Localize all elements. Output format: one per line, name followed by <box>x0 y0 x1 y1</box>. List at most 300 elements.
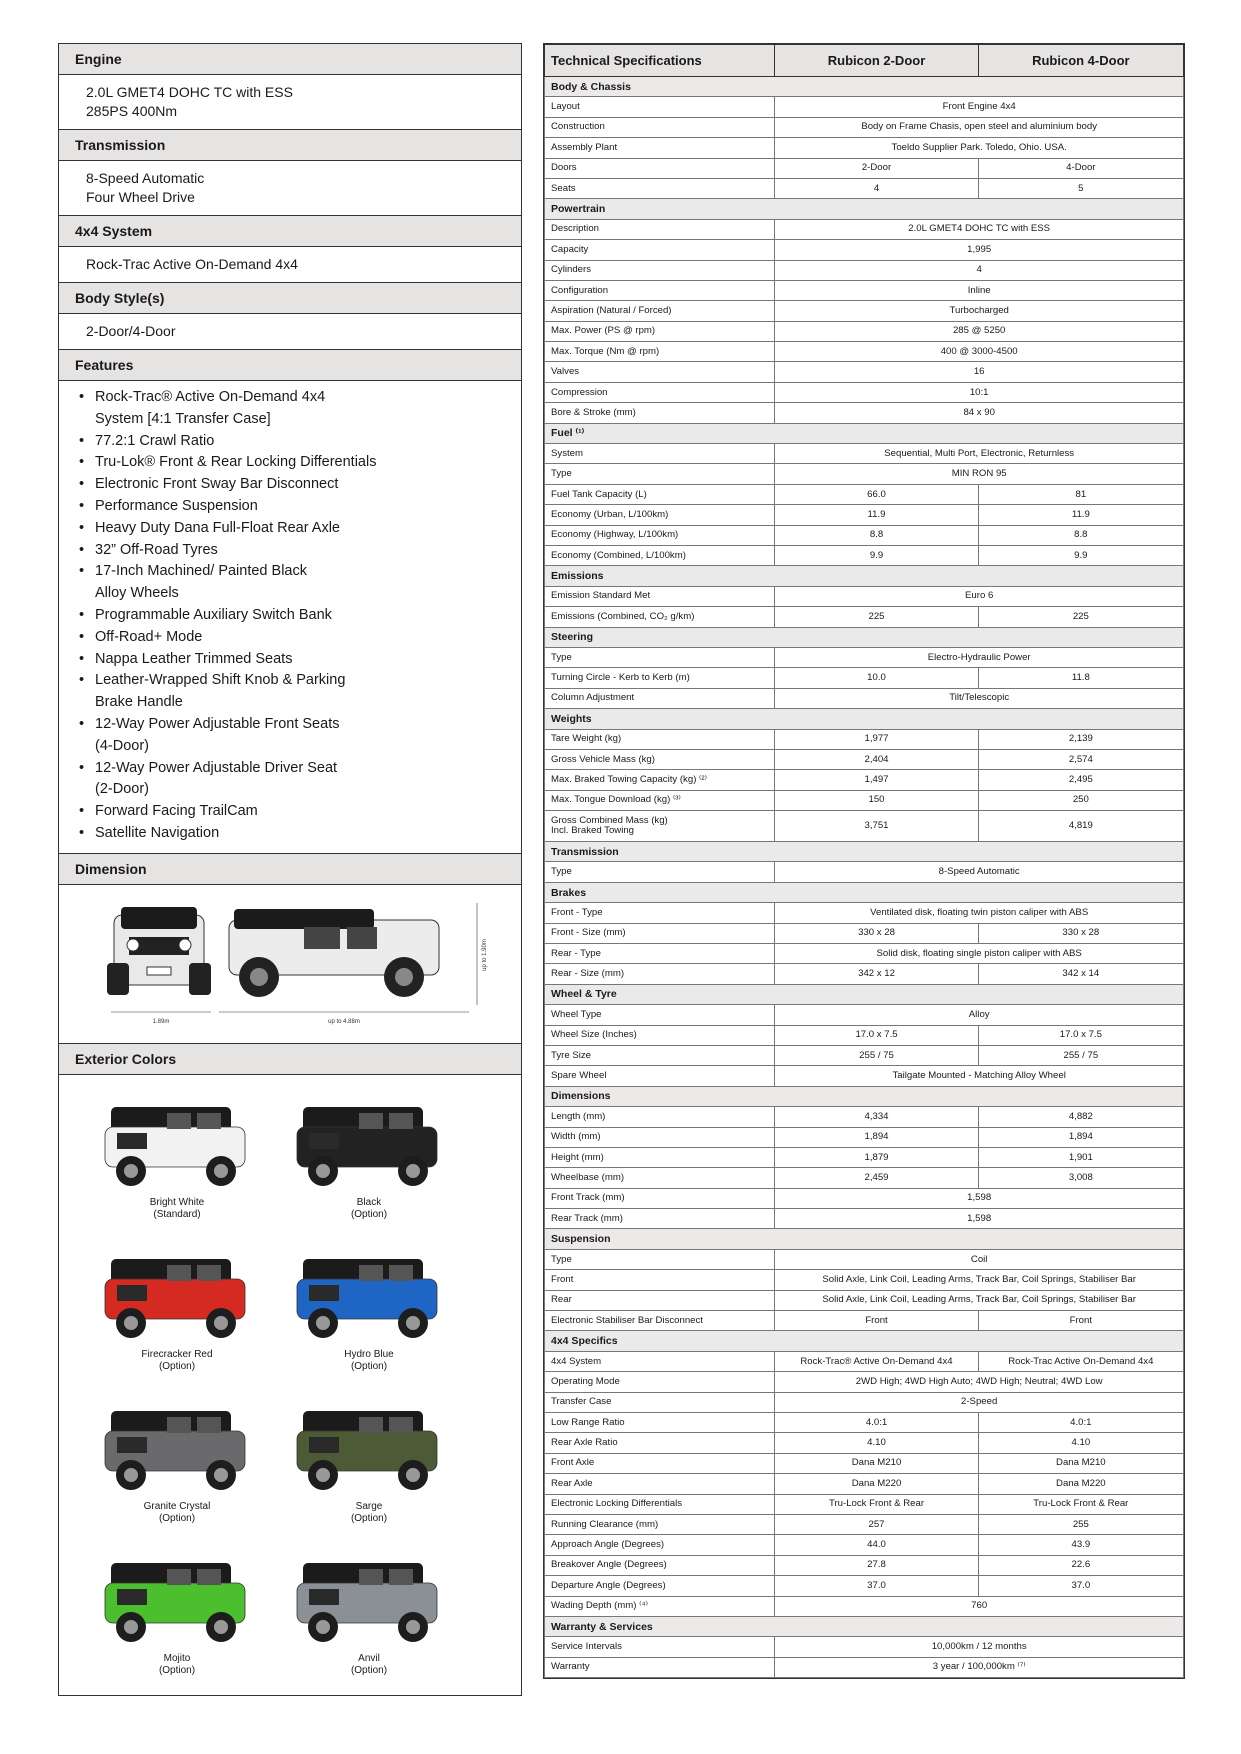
spec-section-title: Suspension <box>545 1229 1184 1249</box>
body-style-heading: Body Style(s) <box>59 282 521 314</box>
spec-row <box>545 1474 1184 1494</box>
spec-section-title: Warranty & Services <box>545 1616 1184 1636</box>
spec-row <box>545 647 1184 667</box>
spec-section-title: Emissions <box>545 566 1184 586</box>
spec-row <box>545 1311 1184 1331</box>
spec-row <box>545 586 1184 606</box>
spec-label: 4x4 System <box>545 1351 775 1371</box>
spec-row <box>545 729 1184 749</box>
feature-item <box>79 518 511 540</box>
jeep-side-view-image <box>229 909 439 997</box>
jeep-swatch-image <box>97 1553 257 1648</box>
spec-label: Wheel Size (Inches) <box>545 1025 775 1045</box>
feature-text: • Performance Suspension <box>95 497 258 514</box>
spec-row <box>545 1576 1184 1596</box>
spec-label: Doors <box>545 158 775 178</box>
spec-label: Rear Axle Ratio <box>545 1433 775 1453</box>
spec-section-title: Brakes <box>545 882 1184 902</box>
spec-value-shared: 2WD High; 4WD High Auto; 4WD High; Neutral; 4WD Low <box>775 1372 1184 1392</box>
spec-label: Operating Mode <box>545 1372 775 1392</box>
spec-label: Electronic Locking Differentials <box>545 1494 775 1514</box>
feature-text: • Forward Facing TrailCam <box>95 803 258 820</box>
dimension-length-label: up to 4.88m <box>328 1018 360 1025</box>
spec-row <box>545 525 1184 545</box>
spec-value-2door: Tru-Lock Front & Rear <box>775 1494 978 1514</box>
feature-item <box>79 540 511 562</box>
spec-row <box>545 1494 1184 1514</box>
spec-label: Layout <box>545 97 775 117</box>
spec-label: Rear - Size (mm) <box>545 964 775 984</box>
dimension-heading: Dimension <box>59 853 521 885</box>
spec-row <box>545 464 1184 484</box>
spec-value-shared: 3 year / 100,000km ⁽⁷⁾ <box>775 1657 1184 1677</box>
spec-label: Front <box>545 1270 775 1290</box>
exterior-colors-heading: Exterior Colors <box>59 1043 521 1075</box>
spec-row <box>545 923 1184 943</box>
spec-row <box>545 607 1184 627</box>
spec-value-2door: 3,751 <box>775 811 978 842</box>
spec-label: Economy (Urban, L/100km) <box>545 505 775 525</box>
color-caption <box>102 1197 252 1221</box>
spec-value-4door: 8.8 <box>978 525 1183 545</box>
spec-label: Spare Wheel <box>545 1066 775 1086</box>
spec-value-4door: 2,495 <box>978 770 1183 790</box>
spec-value-4door: 22.6 <box>978 1555 1183 1575</box>
spec-row <box>545 1535 1184 1555</box>
spec-header-row <box>545 45 1184 77</box>
color-option-note: (Option) <box>350 1664 388 1676</box>
spec-value-2door: 4 <box>775 178 978 198</box>
spec-label: Bore & Stroke (mm) <box>545 403 775 423</box>
color-name: Hydro Blue <box>344 1348 394 1360</box>
spec-value-2door: 10.0 <box>775 668 978 688</box>
spec-label: Type <box>545 464 775 484</box>
color-caption <box>102 1501 252 1525</box>
spec-label: Front - Type <box>545 903 775 923</box>
feature-item <box>79 561 511 605</box>
spec-value-2door: 342 x 12 <box>775 964 978 984</box>
spec-label: Low Range Ratio <box>545 1413 775 1433</box>
engine-line: 285PS 400Nm <box>86 103 178 119</box>
spec-label: Configuration <box>545 280 775 300</box>
spec-row <box>545 944 1184 964</box>
spec-section-row <box>545 423 1184 443</box>
spec-value-4door: 17.0 x 7.5 <box>978 1025 1183 1045</box>
spec-label: Rear - Type <box>545 944 775 964</box>
color-caption <box>294 1653 444 1677</box>
spec-value-2door: 8.8 <box>775 525 978 545</box>
spec-value-shared: 2-Speed <box>775 1392 1184 1412</box>
spec-label: Tyre Size <box>545 1045 775 1065</box>
spec-label: Construction <box>545 117 775 137</box>
spec-row <box>545 545 1184 565</box>
spec-value-2door: 4.10 <box>775 1433 978 1453</box>
spec-row <box>545 178 1184 198</box>
spec-value-4door: 255 / 75 <box>978 1045 1183 1065</box>
feature-text: • Satellite Navigation <box>95 824 220 841</box>
spec-label: Front - Size (mm) <box>545 923 775 943</box>
spec-row <box>545 117 1184 137</box>
spec-section-title: Weights <box>545 709 1184 729</box>
feature-item <box>79 801 511 823</box>
spec-value-4door: 342 x 14 <box>978 964 1183 984</box>
spec-row <box>545 1127 1184 1147</box>
spec-value-4door: 81 <box>978 484 1183 504</box>
spec-value-2door: 4.0:1 <box>775 1413 978 1433</box>
feature-item <box>79 627 511 649</box>
spec-label: System <box>545 444 775 464</box>
spec-value-4door: 4.0:1 <box>978 1413 1183 1433</box>
spec-row <box>545 1637 1184 1657</box>
spec-label: Type <box>545 862 775 882</box>
spec-value-2door: 9.9 <box>775 545 978 565</box>
feature-item <box>79 474 511 496</box>
color-option-note: (Option) <box>158 1664 196 1676</box>
spec-section-row <box>545 566 1184 586</box>
spec-row <box>545 1555 1184 1575</box>
features-list <box>69 387 511 845</box>
color-option-note: (Option) <box>350 1208 388 1220</box>
feature-text: System [4:1 Transfer Case] <box>95 410 271 427</box>
transmission-body <box>59 161 521 215</box>
spec-header-label: Technical Specifications <box>545 45 775 77</box>
feature-text: • Electronic Front Sway Bar Disconnect <box>95 476 339 493</box>
feature-item <box>79 670 511 714</box>
engine-body <box>59 75 521 129</box>
spec-row <box>545 1392 1184 1412</box>
feature-item <box>79 758 511 802</box>
spec-value-2door: 2-Door <box>775 158 978 178</box>
spec-value-shared: Inline <box>775 280 1184 300</box>
spec-value-2door: 257 <box>775 1514 978 1534</box>
spec-label <box>545 811 775 842</box>
feature-text: • Leather-Wrapped Shift Knob & Parking <box>95 672 346 689</box>
spec-row <box>545 444 1184 464</box>
spec-label: Front Axle <box>545 1453 775 1473</box>
spec-section-title: Powertrain <box>545 199 1184 219</box>
jeep-swatch-image <box>289 1401 449 1496</box>
spec-value-shared: 4 <box>775 260 1184 280</box>
feature-text: • 32” Off-Road Tyres <box>95 541 218 558</box>
spec-row <box>545 301 1184 321</box>
feature-text: • Nappa Leather Trimmed Seats <box>95 650 293 667</box>
spec-row <box>545 158 1184 178</box>
spec-value-4door: 11.8 <box>978 668 1183 688</box>
spec-label: Wheel Type <box>545 1005 775 1025</box>
spec-value-4door: 4,819 <box>978 811 1183 842</box>
spec-row <box>545 1188 1184 1208</box>
spec-label: Fuel Tank Capacity (L) <box>545 484 775 504</box>
spec-value-4door: Dana M220 <box>978 1474 1183 1494</box>
color-name: Anvil <box>358 1652 380 1664</box>
spec-header-2door: Rubicon 2-Door <box>775 45 978 77</box>
spec-value-2door: 225 <box>775 607 978 627</box>
spec-row <box>545 1025 1184 1045</box>
color-caption <box>102 1653 252 1677</box>
feature-item <box>79 431 511 453</box>
color-option-note: (Option) <box>158 1512 196 1524</box>
spec-value-2door: Rock-Trac® Active On-Demand 4x4 <box>775 1351 978 1371</box>
feature-text: (4-Door) <box>95 737 149 754</box>
spec-label: Warranty <box>545 1657 775 1677</box>
spec-label: Front Track (mm) <box>545 1188 775 1208</box>
spec-value-shared: Body on Frame Chasis, open steel and aluminium body <box>775 117 1184 137</box>
spec-row <box>545 862 1184 882</box>
spec-value-shared: Electro-Hydraulic Power <box>775 647 1184 667</box>
spec-value-shared: Solid Axle, Link Coil, Leading Arms, Track Bar, Coil Springs, Stabiliser Bar <box>775 1270 1184 1290</box>
spec-value-2door: 255 / 75 <box>775 1045 978 1065</box>
spec-value-4door: 4.10 <box>978 1433 1183 1453</box>
spec-section-row <box>545 842 1184 862</box>
feature-text: Alloy Wheels <box>95 585 179 602</box>
spec-row <box>545 964 1184 984</box>
exterior-colors-grid <box>59 1075 521 1695</box>
spec-value-shared: Tailgate Mounted - Matching Alloy Wheel <box>775 1066 1184 1086</box>
spec-value-4door: 5 <box>978 178 1183 198</box>
color-caption <box>294 1501 444 1525</box>
spec-label: Approach Angle (Degrees) <box>545 1535 775 1555</box>
spec-row <box>545 97 1184 117</box>
spec-label: Electronic Stabiliser Bar Disconnect <box>545 1311 775 1331</box>
color-caption <box>294 1349 444 1373</box>
spec-row <box>545 811 1184 842</box>
jeep-swatch-image <box>289 1249 449 1344</box>
spec-label: Capacity <box>545 240 775 260</box>
spec-label: Economy (Combined, L/100km) <box>545 545 775 565</box>
spec-value-4door: 330 x 28 <box>978 923 1183 943</box>
spec-label: Type <box>545 1249 775 1269</box>
spec-row <box>545 505 1184 525</box>
spec-value-shared: Toeldo Supplier Park. Toledo, Ohio. USA. <box>775 138 1184 158</box>
spec-value-2door: Front <box>775 1311 978 1331</box>
spec-label: Economy (Highway, L/100km) <box>545 525 775 545</box>
spec-section-row <box>545 882 1184 902</box>
spec-row <box>545 1657 1184 1677</box>
spec-value-2door: 150 <box>775 790 978 810</box>
spec-label: Transfer Case <box>545 1392 775 1412</box>
spec-value-4door: 3,008 <box>978 1168 1183 1188</box>
engine-line: 2.0L GMET4 DOHC TC with ESS <box>86 84 293 100</box>
feature-item <box>79 823 511 845</box>
feature-item <box>79 387 511 431</box>
spec-value-shared: Alloy <box>775 1005 1184 1025</box>
color-name: Firecracker Red <box>141 1348 213 1360</box>
spec-row <box>545 1372 1184 1392</box>
spec-label: Rear Axle <box>545 1474 775 1494</box>
technical-specifications-table <box>544 44 1184 1678</box>
spec-row <box>545 1249 1184 1269</box>
spec-value-2door: 4,334 <box>775 1107 978 1127</box>
spec-row <box>545 1107 1184 1127</box>
spec-label: Cylinders <box>545 260 775 280</box>
spec-value-shared: 10:1 <box>775 382 1184 402</box>
spec-label: Width (mm) <box>545 1127 775 1147</box>
color-name: Mojito <box>163 1652 191 1664</box>
spec-value-2door: 1,894 <box>775 1127 978 1147</box>
spec-value-shared: Front Engine 4x4 <box>775 97 1184 117</box>
spec-row <box>545 1066 1184 1086</box>
spec-value-2door: 37.0 <box>775 1576 978 1596</box>
spec-label-line: Gross Combined Mass (kg) <box>551 815 668 827</box>
feature-item <box>79 714 511 758</box>
spec-section-row <box>545 984 1184 1004</box>
spec-row <box>545 484 1184 504</box>
spec-row <box>545 790 1184 810</box>
color-option-note: (Option) <box>158 1360 196 1372</box>
spec-row <box>545 1290 1184 1310</box>
spec-label: Rear <box>545 1290 775 1310</box>
spec-label: Turning Circle - Kerb to Kerb (m) <box>545 668 775 688</box>
system-4x4-body <box>59 247 521 282</box>
color-name: Granite Crystal <box>143 1500 211 1512</box>
spec-value-2door: 1,879 <box>775 1147 978 1167</box>
spec-label: Valves <box>545 362 775 382</box>
spec-value-shared: Tilt/Telescopic <box>775 688 1184 708</box>
spec-value-2door: 66.0 <box>775 484 978 504</box>
spec-row <box>545 219 1184 239</box>
spec-label: Length (mm) <box>545 1107 775 1127</box>
spec-value-2door: 1,497 <box>775 770 978 790</box>
spec-value-shared: 1,995 <box>775 240 1184 260</box>
spec-row <box>545 403 1184 423</box>
spec-header-4door: Rubicon 4-Door <box>978 45 1183 77</box>
color-name: Black <box>356 1196 382 1208</box>
body-style-line: 2-Door/4-Door <box>86 323 176 339</box>
spec-value-2door: 2,404 <box>775 749 978 769</box>
spec-label: Service Intervals <box>545 1637 775 1657</box>
spec-row <box>545 1413 1184 1433</box>
spec-row <box>545 1453 1184 1473</box>
color-option-note: (Option) <box>350 1360 388 1372</box>
feature-item <box>79 605 511 627</box>
spec-value-4door: Dana M210 <box>978 1453 1183 1473</box>
color-option-note: (Standard) <box>153 1208 201 1220</box>
spec-label: Gross Vehicle Mass (kg) <box>545 749 775 769</box>
spec-value-4door: 250 <box>978 790 1183 810</box>
spec-label: Type <box>545 647 775 667</box>
spec-value-2door: 17.0 x 7.5 <box>775 1025 978 1045</box>
spec-label: Max. Torque (Nm @ rpm) <box>545 342 775 362</box>
spec-value-4door: 9.9 <box>978 545 1183 565</box>
spec-label: Aspiration (Natural / Forced) <box>545 301 775 321</box>
feature-text: • Rock-Trac® Active On-Demand 4x4 <box>95 389 326 405</box>
spec-row <box>545 240 1184 260</box>
feature-text: • Off-Road+ Mode <box>95 628 203 645</box>
spec-value-shared: Sequential, Multi Port, Electronic, Returnless <box>775 444 1184 464</box>
feature-text: • Heavy Duty Dana Full-Float Rear Axle <box>95 519 340 536</box>
spec-row <box>545 1514 1184 1534</box>
spec-value-shared: 16 <box>775 362 1184 382</box>
spec-value-shared: 400 @ 3000-4500 <box>775 342 1184 362</box>
spec-section-row <box>545 1086 1184 1106</box>
spec-value-4door: 255 <box>978 1514 1183 1534</box>
spec-section-title: Body & Chassis <box>545 77 1184 97</box>
spec-label: Description <box>545 219 775 239</box>
spec-label: Rear Track (mm) <box>545 1209 775 1229</box>
color-caption <box>102 1349 252 1373</box>
spec-row <box>545 1351 1184 1371</box>
spec-value-shared: Euro 6 <box>775 586 1184 606</box>
spec-row <box>545 260 1184 280</box>
spec-value-2door: Dana M220 <box>775 1474 978 1494</box>
color-caption <box>294 1197 444 1221</box>
spec-label-line: Incl. Braked Towing <box>551 825 635 837</box>
spec-value-shared: 10,000km / 12 months <box>775 1637 1184 1657</box>
feature-text: • 77.2:1 Crawl Ratio <box>95 432 215 449</box>
spec-label: Departure Angle (Degrees) <box>545 1576 775 1596</box>
feature-item <box>79 649 511 671</box>
spec-section-row <box>545 627 1184 647</box>
feature-item <box>79 496 511 518</box>
spec-value-shared: Coil <box>775 1249 1184 1269</box>
spec-section-title: Dimensions <box>545 1086 1184 1106</box>
feature-item <box>79 452 511 474</box>
spec-value-4door: 43.9 <box>978 1535 1183 1555</box>
spec-row <box>545 382 1184 402</box>
spec-value-2door: 2,459 <box>775 1168 978 1188</box>
spec-value-4door: 1,894 <box>978 1127 1183 1147</box>
spec-label: Running Clearance (mm) <box>545 1514 775 1534</box>
spec-value-2door: 330 x 28 <box>775 923 978 943</box>
spec-row <box>545 362 1184 382</box>
spec-value-shared: 1,598 <box>775 1209 1184 1229</box>
spec-label: Tare Weight (kg) <box>545 729 775 749</box>
dimension-diagram <box>59 885 521 1043</box>
spec-label: Breakover Angle (Degrees) <box>545 1555 775 1575</box>
spec-value-2door: Dana M210 <box>775 1453 978 1473</box>
jeep-swatch-image <box>97 1249 257 1344</box>
spec-section-row <box>545 1616 1184 1636</box>
spec-row <box>545 668 1184 688</box>
spec-value-shared: 760 <box>775 1596 1184 1616</box>
spec-value-shared: 285 @ 5250 <box>775 321 1184 341</box>
jeep-front-view-image <box>107 907 211 995</box>
transmission-line: 8-Speed Automatic <box>86 170 205 186</box>
feature-text: • Programmable Auxiliary Switch Bank <box>95 606 332 623</box>
spec-label: Column Adjustment <box>545 688 775 708</box>
spec-value-shared: 2.0L GMET4 DOHC TC with ESS <box>775 219 1184 239</box>
spec-value-4door: 37.0 <box>978 1576 1183 1596</box>
body-style-body <box>59 314 521 349</box>
spec-label: Emission Standard Met <box>545 586 775 606</box>
spec-row <box>545 1596 1184 1616</box>
jeep-swatch-image <box>289 1097 449 1192</box>
dimension-height-label: up to 1.90m <box>482 938 488 971</box>
spec-row <box>545 1433 1184 1453</box>
spec-label: Wheelbase (mm) <box>545 1168 775 1188</box>
color-option-note: (Option) <box>350 1512 388 1524</box>
features-body <box>59 381 521 853</box>
spec-section-title: Steering <box>545 627 1184 647</box>
spec-value-shared: Solid disk, floating single piston caliper with ABS <box>775 944 1184 964</box>
spec-value-4door: 2,574 <box>978 749 1183 769</box>
spec-section-row <box>545 709 1184 729</box>
spec-value-2door: 1,977 <box>775 729 978 749</box>
spec-value-4door: 11.9 <box>978 505 1183 525</box>
feature-text: (2-Door) <box>95 781 149 798</box>
features-heading: Features <box>59 349 521 381</box>
spec-row <box>545 1270 1184 1290</box>
spec-row <box>545 1147 1184 1167</box>
spec-label: Emissions (Combined, CO₂ g/km) <box>545 607 775 627</box>
spec-value-4door: 4,882 <box>978 1107 1183 1127</box>
spec-value-4door: Rock-Trac Active On-Demand 4x4 <box>978 1351 1183 1371</box>
jeep-swatch-image <box>97 1097 257 1192</box>
spec-row <box>545 1168 1184 1188</box>
spec-row <box>545 749 1184 769</box>
spec-label: Max. Tongue Download (kg) ⁽³⁾ <box>545 790 775 810</box>
spec-section-title: Transmission <box>545 842 1184 862</box>
